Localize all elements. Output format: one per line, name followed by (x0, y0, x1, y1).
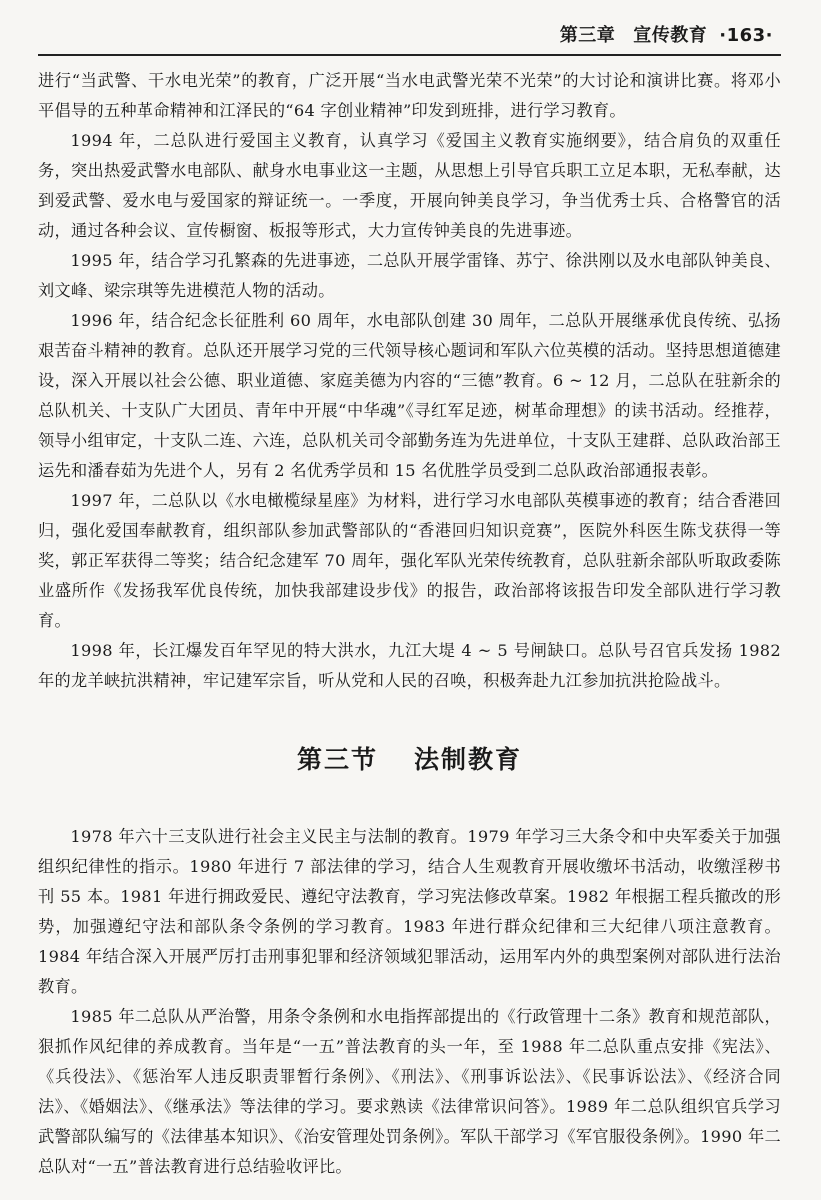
section-heading (38, 740, 781, 776)
header-rule (38, 54, 781, 56)
section-number: 第三节 (296, 745, 378, 774)
chapter-number: 第三章 (559, 25, 616, 46)
paragraph: 1985 年二总队从严治警，用条令条例和水电指挥部提出的《行政管理十二条》教育和规范部队，狠抓作风纪律的养成教育。当年是“一五”普法教育的头一年，至 1988 年二总队重点安排《宪法》、《兵役法》、《惩治军人违反职责罪暂行条例》、《刑法》、《刑事诉讼法》、《民事诉讼法》、《经济合同法》、《婚姻法》、《继承法》等法律的学习。要求熟读《法律常识问答》。1989 年二总队组织官兵学习武警部队编写的《法律基本知识》、《治安管理处罚条例》。军队干部学习《军官服役条例》。1990 年二总队对“一五”普法教育进行总结验收评比。 (38, 1007, 781, 1176)
paragraph: 1978 年六十三支队进行社会主义民主与法制的教育。1979 年学习三大条令和中央军委关于加强组织纪律性的指示。1980 年进行 7 部法律的学习，结合人生观教育开展收缴坏书活动，收缴淫秽书刊 55 本。1981 年进行拥政爱民、遵纪守法教育，学习宪法修改草案。1982 年根据工程兵撤改的形势，加强遵纪守法和部队条令条例的学习教育。1983 年进行群众纪律和三大纪律八项注意教育。1984 年结合深入开展严厉打击刑事犯罪和经济领域犯罪活动，运用军内外的典型案例对部队进行法治教育。 (38, 827, 781, 996)
paragraph: 1996 年，结合纪念长征胜利 60 周年，水电部队创建 30 周年，二总队开展继承优良传统、弘扬艰苦奋斗精神的教育。总队还开展学习党的三代领导核心题词和军队六位英模的活动。坚持思想道德建设，深入开展以社会公德、职业道德、家庭美德为内容的“三德”教育。6 ~ 12 月，二总队在驻新余的总队机关、十支队广大团员、青年中开展“中华魂”《寻红军足迹，树革命理想》的读书活动。经推荐，领导小组审定，十支队二连、六连，总队机关司令部勤务连为先进单位，十支队王建群、总队政治部王运先和潘春茹为先进个人，另有 2 名优秀学员和 15 名优胜学员受到二总队政治部通报表彰。 (38, 311, 781, 480)
paragraph: 1997 年，二总队以《水电橄榄绿星座》为材料，进行学习水电部队英模事迹的教育；结合香港回归，强化爱国奉献教育，组织部队参加武警部队的“香港回归知识竞赛”，医院外科医生陈戈获得一等奖，郭正军获得二等奖；结合纪念建军 70 周年，强化军队光荣传统教育，总队驻新余部队听取政委陈业盛所作《发扬我军优良传统，加快我部建设步伐》的报告，政治部将该报告印发全部队进行学习教育。 (38, 491, 781, 630)
paragraph: 1998 年，长江爆发百年罕见的特大洪水，九江大堤 4 ~ 5 号闸缺口。总队号召官兵发扬 1982 年的龙羊峡抗洪精神，牢记建军宗旨，听从党和人民的召唤，积极奔赴九江参加抗洪抢险战斗。 (38, 641, 781, 690)
section-a-body (38, 66, 781, 696)
paragraph: 进行“当武警、干水电光荣”的教育，广泛开展“当水电武警光荣不光荣”的大讨论和演讲比赛。将邓小平倡导的五种革命精神和江泽民的“64 字创业精神”印发到班排，进行学习教育。 (38, 71, 781, 120)
chapter-title: 宣传教育 (633, 25, 708, 46)
paragraph: 1994 年，二总队进行爱国主义教育，认真学习《爱国主义教育实施纲要》，结合肩负的双重任务，突出热爱武警水电部队、献身水电事业这一主题，从思想上引导官兵职工立足本职，无私奉献，达到爱武警、爱水电与爱国家的辩证统一。一季度，开展向钟美良学习，争当优秀士兵、合格警官的活动，通过各种会议、宣传橱窗、板报等形式，大力宣传钟美良的先进事迹。 (38, 131, 781, 240)
section-name: 法制教育 (414, 745, 523, 774)
running-header (38, 18, 781, 54)
page-number: ·163· (719, 25, 773, 46)
paragraph: 1995 年，结合学习孔繁森的先进事迹，二总队开展学雷锋、苏宁、徐洪刚以及水电部队钟美良、刘文峰、梁宗琪等先进模范人物的活动。 (38, 251, 781, 300)
section-b-body (38, 822, 781, 1182)
